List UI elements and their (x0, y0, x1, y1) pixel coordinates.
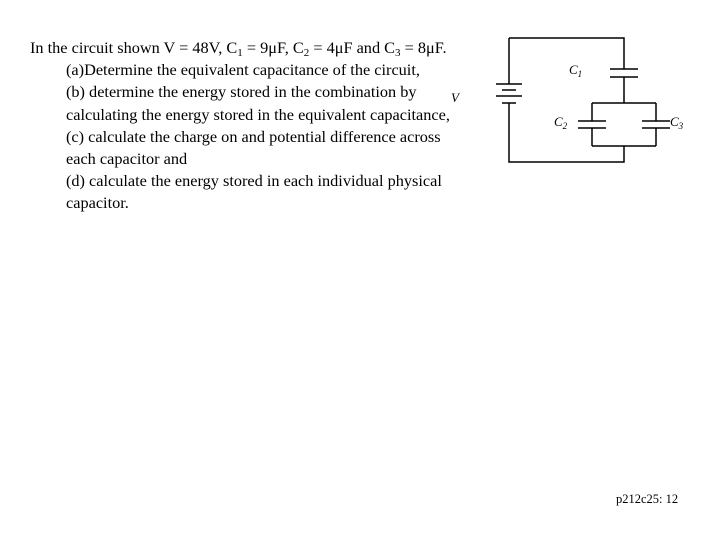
wire-top (509, 38, 624, 69)
part-b-text: (b) determine the energy stored in the combination by calculating the energy stored in the equivalent capacitance, (66, 82, 450, 124)
part-d-text: (d) calculate the energy stored in each individual physical capacitor. (66, 171, 442, 213)
part-a-text: (a)Determine the equivalent capacitance of the circuit, (66, 60, 420, 80)
battery-symbol (496, 84, 522, 103)
battery-label: V (451, 90, 459, 105)
capacitor-c2-symbol (578, 121, 606, 128)
problem-intro: In the circuit shown V = 48V, $C_1 = 9\mu F$, $C_2 = 4\mu F$ and $C_3 = 8\mu F$. (30, 38, 447, 59)
slide-footer: p212c25: 12 (616, 492, 679, 506)
c3-label: $C_3$ (670, 114, 684, 131)
wire-left-lower (509, 103, 624, 162)
c2-label: $C_2$ (554, 114, 568, 131)
part-c-text: (c) calculate the charge on and potential difference across each capacitor and (66, 126, 441, 169)
c1-label: $C_1$ (569, 62, 583, 79)
capacitor-c3-symbol (642, 121, 670, 128)
capacitor-c1-symbol (610, 69, 638, 77)
